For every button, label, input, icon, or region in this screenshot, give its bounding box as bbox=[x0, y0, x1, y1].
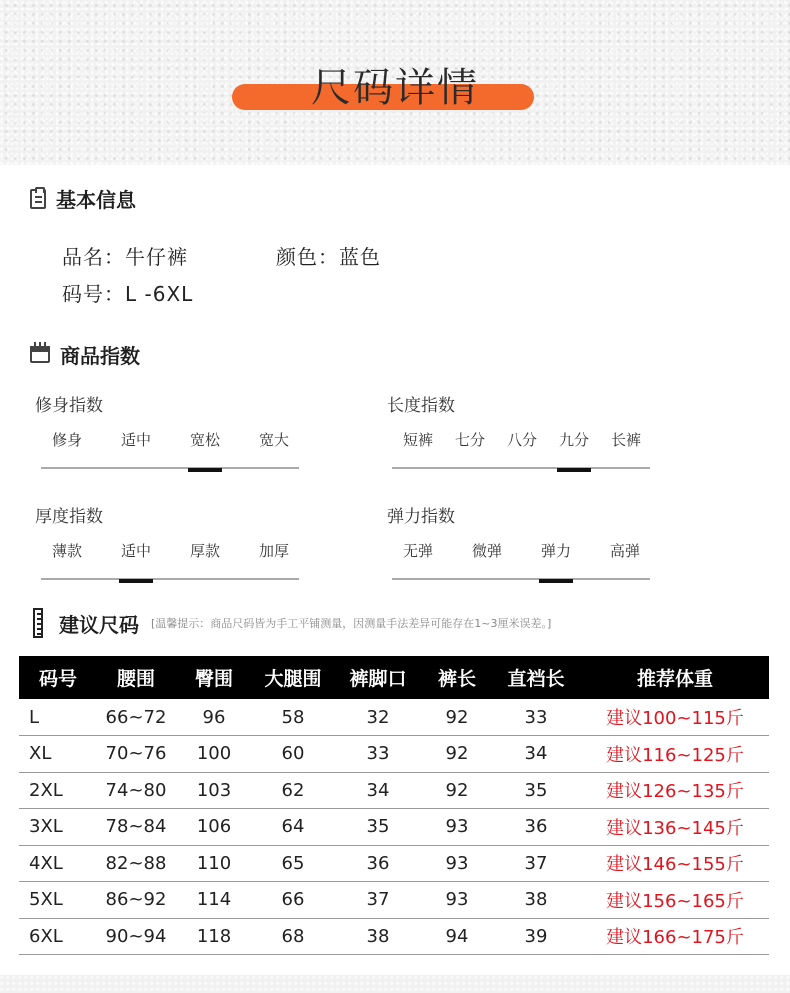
page-title: 尺码详情 bbox=[311, 65, 479, 111]
table-cell: 58 bbox=[253, 699, 333, 736]
table-row bbox=[19, 699, 769, 736]
index-option: 适中 bbox=[120, 431, 151, 449]
table-cell: 建议126~135斤 bbox=[581, 772, 769, 809]
table-cell: 2XL bbox=[19, 772, 97, 809]
table-cell: 建议136~145斤 bbox=[581, 809, 769, 846]
index-option: 加厚 bbox=[258, 542, 289, 560]
index-option: 九分 bbox=[548, 429, 600, 469]
table-cell: 82~88 bbox=[97, 845, 175, 882]
column-header: 裤脚口 bbox=[333, 656, 423, 699]
table-cell: 3XL bbox=[19, 809, 97, 846]
index-option: 弹力 bbox=[530, 540, 582, 580]
table-cell: 94 bbox=[423, 918, 491, 955]
table-cell: 78~84 bbox=[97, 809, 175, 846]
table-cell: 33 bbox=[491, 699, 581, 736]
table-cell: 93 bbox=[423, 882, 491, 919]
table-cell: 74~80 bbox=[97, 772, 175, 809]
table-cell: 66 bbox=[253, 882, 333, 919]
index-title-thickness: 厚度指数 bbox=[35, 507, 103, 527]
table-cell: 90~94 bbox=[97, 918, 175, 955]
table-row bbox=[19, 736, 769, 773]
table-row bbox=[19, 845, 769, 882]
index-option: 修身 bbox=[51, 431, 82, 449]
table-cell: 5XL bbox=[19, 882, 97, 919]
table-cell: 92 bbox=[423, 772, 491, 809]
table-cell: 建议166~175斤 bbox=[581, 918, 769, 955]
column-header: 臀围 bbox=[175, 656, 253, 699]
index-option: 厚款 bbox=[189, 542, 220, 560]
table-cell: 34 bbox=[491, 736, 581, 773]
product-index-label: 商品指数 bbox=[60, 344, 140, 368]
index-option: 适中 bbox=[110, 540, 162, 580]
table-cell: 35 bbox=[333, 809, 423, 846]
index-scale-length bbox=[392, 429, 650, 469]
table-cell: 106 bbox=[175, 809, 253, 846]
table-cell: 建议100~115斤 bbox=[581, 699, 769, 736]
table-cell: 6XL bbox=[19, 918, 97, 955]
table-cell: 4XL bbox=[19, 845, 97, 882]
table-cell: 62 bbox=[253, 772, 333, 809]
table-cell: 65 bbox=[253, 845, 333, 882]
index-option: 薄款 bbox=[51, 542, 82, 560]
table-cell: 34 bbox=[333, 772, 423, 809]
index-option: 无弹 bbox=[402, 542, 433, 560]
table-cell: 92 bbox=[423, 736, 491, 773]
product-name: 品名：牛仔裤 bbox=[62, 245, 188, 269]
size-hint: [温馨提示：商品尺码皆为手工平铺测量，因测量手法差异可能存在1~3厘米误差。] bbox=[151, 617, 552, 630]
basic-info-label: 基本信息 bbox=[56, 188, 136, 212]
calendar-icon bbox=[30, 346, 50, 363]
index-title-fit: 修身指数 bbox=[35, 396, 103, 416]
table-cell: L bbox=[19, 699, 97, 736]
column-header: 腰围 bbox=[97, 656, 175, 699]
column-header: 推荐体重 bbox=[581, 656, 769, 699]
table-cell: 92 bbox=[423, 699, 491, 736]
table-cell: 37 bbox=[491, 845, 581, 882]
size-table bbox=[19, 656, 769, 955]
table-row bbox=[19, 882, 769, 919]
product-color: 颜色：蓝色 bbox=[276, 245, 381, 269]
ruler-icon bbox=[33, 608, 43, 638]
index-option: 高弹 bbox=[609, 542, 640, 560]
table-cell: 35 bbox=[491, 772, 581, 809]
table-cell: 建议146~155斤 bbox=[581, 845, 769, 882]
index-option: 宽大 bbox=[258, 431, 289, 449]
table-cell: 110 bbox=[175, 845, 253, 882]
index-option: 长裤 bbox=[610, 431, 641, 449]
column-header: 码号 bbox=[19, 656, 97, 699]
size-heading bbox=[33, 608, 551, 638]
index-title-stretch: 弹力指数 bbox=[387, 507, 455, 527]
size-table-body bbox=[19, 699, 769, 955]
table-cell: 建议156~165斤 bbox=[581, 882, 769, 919]
index-option: 微弹 bbox=[471, 542, 502, 560]
size-heading-label: 建议尺码 bbox=[59, 612, 139, 637]
index-option: 宽松 bbox=[179, 429, 231, 469]
index-scale-thickness bbox=[41, 540, 299, 580]
index-option: 七分 bbox=[454, 431, 485, 449]
index-option: 短裤 bbox=[402, 431, 433, 449]
table-row bbox=[19, 772, 769, 809]
table-cell: 70~76 bbox=[97, 736, 175, 773]
table-cell: 86~92 bbox=[97, 882, 175, 919]
index-scale-stretch bbox=[392, 540, 650, 580]
product-index-heading bbox=[30, 340, 140, 369]
table-cell: 37 bbox=[333, 882, 423, 919]
index-option: 八分 bbox=[506, 431, 537, 449]
table-cell: 96 bbox=[175, 699, 253, 736]
table-cell: 36 bbox=[333, 845, 423, 882]
table-cell: 60 bbox=[253, 736, 333, 773]
size-table-header bbox=[19, 656, 769, 699]
table-row bbox=[19, 809, 769, 846]
footer-strip bbox=[0, 975, 790, 993]
table-cell: 38 bbox=[491, 882, 581, 919]
clipboard-icon bbox=[30, 189, 46, 209]
table-cell: XL bbox=[19, 736, 97, 773]
table-cell: 38 bbox=[333, 918, 423, 955]
table-cell: 32 bbox=[333, 699, 423, 736]
table-cell: 68 bbox=[253, 918, 333, 955]
table-cell: 36 bbox=[491, 809, 581, 846]
index-title-length: 长度指数 bbox=[387, 396, 455, 416]
table-cell: 118 bbox=[175, 918, 253, 955]
table-cell: 100 bbox=[175, 736, 253, 773]
column-header: 裤长 bbox=[423, 656, 491, 699]
table-cell: 93 bbox=[423, 845, 491, 882]
table-row bbox=[19, 918, 769, 955]
table-cell: 39 bbox=[491, 918, 581, 955]
table-cell: 33 bbox=[333, 736, 423, 773]
table-cell: 建议116~125斤 bbox=[581, 736, 769, 773]
basic-info-heading bbox=[30, 184, 136, 213]
product-size-range: 码号：L -6XL bbox=[62, 282, 194, 306]
table-cell: 64 bbox=[253, 809, 333, 846]
table-cell: 114 bbox=[175, 882, 253, 919]
table-cell: 93 bbox=[423, 809, 491, 846]
table-cell: 66~72 bbox=[97, 699, 175, 736]
column-header: 直裆长 bbox=[491, 656, 581, 699]
index-scale-fit bbox=[41, 429, 299, 469]
column-header: 大腿围 bbox=[253, 656, 333, 699]
table-cell: 103 bbox=[175, 772, 253, 809]
